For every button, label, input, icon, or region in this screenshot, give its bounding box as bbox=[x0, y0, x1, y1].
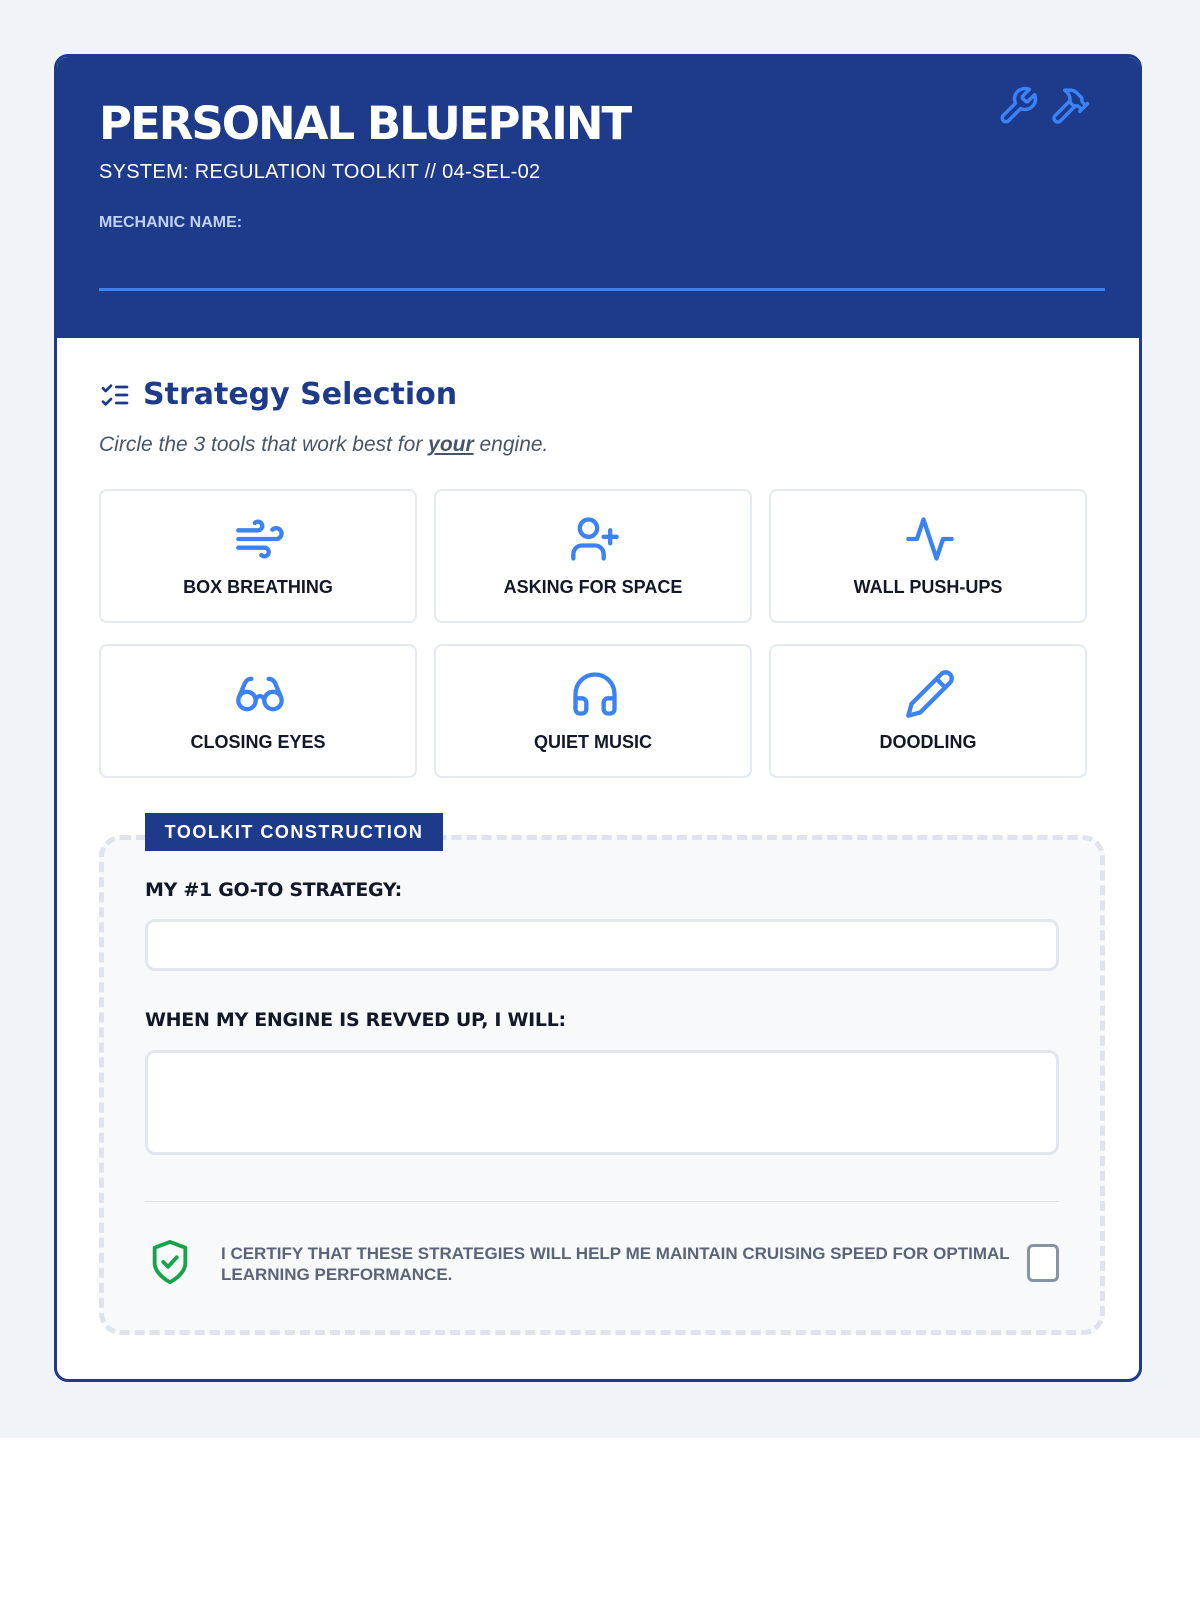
tool-label: QUIET MUSIC bbox=[533, 732, 652, 752]
instruction-lead: Circle the 3 tools that work best for bbox=[99, 433, 429, 456]
mechanic-name-input[interactable] bbox=[99, 239, 1105, 291]
tool-tile-quiet-music[interactable] bbox=[434, 644, 752, 778]
hammer-icon bbox=[1049, 85, 1091, 127]
tool-label: DOODLING bbox=[879, 732, 977, 752]
revved-up-label: WHEN MY ENGINE IS REVVED UP, I WILL: bbox=[145, 1009, 566, 1031]
shield-check-icon bbox=[147, 1238, 193, 1288]
mechanic-name-label: MECHANIC NAME: bbox=[99, 214, 243, 231]
system-subtitle: SYSTEM: REGULATION TOOLKIT // 04-SEL-02 bbox=[99, 161, 541, 183]
page-title: PERSONAL BLUEPRINT bbox=[99, 97, 631, 150]
activity-icon bbox=[904, 513, 956, 565]
revved-up-textarea[interactable] bbox=[145, 1050, 1059, 1155]
tool-tile-box-breathing[interactable] bbox=[99, 489, 417, 623]
instruction-emphasis: your bbox=[428, 433, 474, 456]
tool-label: BOX BREATHING bbox=[183, 577, 333, 597]
instruction-tail: engine. bbox=[473, 433, 549, 456]
tool-label: ASKING FOR SPACE bbox=[503, 577, 683, 597]
list-checks-icon bbox=[99, 379, 131, 411]
tool-tile-asking-for-space[interactable] bbox=[434, 489, 752, 623]
instruction-text bbox=[99, 433, 548, 457]
blueprint-header bbox=[57, 57, 1139, 338]
tool-label: WALL PUSH-UPS bbox=[853, 577, 1003, 597]
section-title: Strategy Selection bbox=[143, 377, 458, 412]
headphones-icon bbox=[569, 668, 621, 720]
toolkit-construction-tab: TOOLKIT CONSTRUCTION bbox=[145, 813, 443, 851]
wind-icon bbox=[234, 513, 286, 565]
divider bbox=[145, 1201, 1059, 1202]
certify-checkbox[interactable] bbox=[1027, 1244, 1059, 1282]
tool-tile-closing-eyes[interactable] bbox=[99, 644, 417, 778]
tool-tile-wall-push-ups[interactable] bbox=[769, 489, 1087, 623]
go-to-strategy-input[interactable] bbox=[145, 919, 1059, 971]
user-plus-icon bbox=[569, 513, 621, 565]
pencil-icon bbox=[904, 668, 956, 720]
tool-label: CLOSING EYES bbox=[190, 732, 326, 752]
glasses-icon bbox=[234, 668, 286, 720]
go-to-strategy-label: MY #1 GO-TO STRATEGY: bbox=[145, 879, 402, 901]
wrench-icon bbox=[997, 85, 1039, 127]
blueprint-card bbox=[54, 54, 1142, 1382]
certification-text: I CERTIFY THAT THESE STRATEGIES WILL HELP ME MAINTAIN CRUISING SPEED FOR OPTIMAL LEARNING PERFORMANCE. bbox=[221, 1244, 1010, 1284]
tool-tile-doodling[interactable] bbox=[769, 644, 1087, 778]
